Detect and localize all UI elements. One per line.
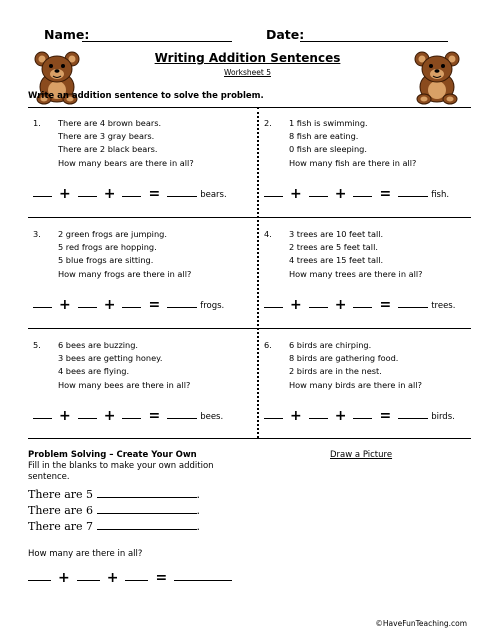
answer-blank[interactable] xyxy=(125,571,148,581)
create-line xyxy=(28,503,200,517)
answer-blank[interactable] xyxy=(78,298,97,308)
equation xyxy=(264,187,449,202)
problem-line: There are 4 brown bears. xyxy=(58,118,162,128)
unit-label: bees. xyxy=(200,412,224,422)
period: . xyxy=(196,504,201,517)
plus-sign: + xyxy=(103,186,116,202)
answer-blank[interactable] xyxy=(97,519,197,530)
answer-blank[interactable] xyxy=(309,409,328,419)
problem-3 xyxy=(28,218,242,328)
problem-number: 1. xyxy=(33,118,41,128)
plus-sign: + xyxy=(59,186,71,202)
problem-line: 3 trees are 10 feet tall. xyxy=(289,229,384,239)
answer-blank[interactable] xyxy=(167,187,197,197)
create-line-text: There are 7 xyxy=(28,520,94,533)
answer-blank[interactable] xyxy=(122,409,141,419)
answer-blank[interactable] xyxy=(264,409,283,419)
problem-line: There are 3 gray bears. xyxy=(58,131,155,142)
problem-line: 2 trees are 5 feet tall. xyxy=(289,242,378,253)
answer-blank[interactable] xyxy=(264,298,283,308)
problem-line: 5 blue frogs are sitting. xyxy=(58,255,154,266)
problem-line: 8 birds are gathering food. xyxy=(289,353,399,364)
answer-blank[interactable] xyxy=(122,298,141,308)
problem-line: 5 red frogs are hopping. xyxy=(58,242,157,253)
problem-line: How many frogs are there in all? xyxy=(58,268,192,279)
create-line xyxy=(28,487,200,501)
equation xyxy=(28,570,232,586)
equals-sign: = xyxy=(148,408,161,424)
plus-sign: + xyxy=(290,186,302,202)
worksheet-title: Writing Addition Sentences xyxy=(154,51,341,65)
problem-line: How many bees are there in all? xyxy=(58,379,191,390)
answer-blank[interactable] xyxy=(28,571,51,581)
problem-line: How many bears are there in all? xyxy=(58,157,194,168)
problem-number: 4. xyxy=(264,229,272,239)
date-field[interactable] xyxy=(300,41,448,42)
equation xyxy=(33,409,223,424)
problem-line: 1 fish is swimming. xyxy=(289,118,368,128)
plus-sign: + xyxy=(58,570,70,586)
problem-number: 3. xyxy=(33,229,41,239)
answer-blank[interactable] xyxy=(77,571,100,581)
unit-label: birds. xyxy=(431,412,455,422)
equals-sign: = xyxy=(155,570,168,586)
answer-blank[interactable] xyxy=(122,187,141,197)
problem-line: 3 bees are getting honey. xyxy=(58,353,163,364)
problem-line: 6 birds are chirping. xyxy=(289,340,372,350)
name-field[interactable] xyxy=(82,41,232,42)
answer-blank[interactable] xyxy=(78,409,97,419)
equals-sign: = xyxy=(379,297,392,313)
problem-line: 6 bees are buzzing. xyxy=(58,340,139,350)
problem-solving-question: How many are there in all? xyxy=(28,549,143,559)
answer-blank[interactable] xyxy=(353,298,372,308)
plus-sign: + xyxy=(290,408,302,424)
plus-sign: + xyxy=(334,408,347,424)
equals-sign: = xyxy=(148,186,161,202)
equals-sign: = xyxy=(379,186,392,202)
name-label: Name: xyxy=(44,27,90,42)
answer-blank[interactable] xyxy=(33,298,52,308)
copyright: ©HaveFunTeaching.com xyxy=(375,619,467,628)
problem-line: 8 fish are eating. xyxy=(289,131,359,142)
answer-blank[interactable] xyxy=(174,571,232,581)
plus-sign: + xyxy=(59,408,71,424)
unit-label: trees. xyxy=(431,301,456,311)
answer-blank[interactable] xyxy=(167,298,197,308)
plus-sign: + xyxy=(290,297,302,313)
problem-number: 6. xyxy=(264,340,272,350)
plus-sign: + xyxy=(59,297,71,313)
answer-blank[interactable] xyxy=(309,187,328,197)
problem-line: How many birds are there in all? xyxy=(289,379,422,390)
create-line-text: There are 6 xyxy=(28,504,94,517)
unit-label: bears. xyxy=(200,190,227,200)
problem-solving-instructions: Fill in the blanks to make your own addition sentence. xyxy=(28,461,214,482)
answer-blank[interactable] xyxy=(353,187,372,197)
answer-blank[interactable] xyxy=(33,187,52,197)
draw-picture-label: Draw a Picture xyxy=(330,450,393,460)
answer-blank[interactable] xyxy=(353,409,372,419)
plus-sign: + xyxy=(334,186,347,202)
unit-label: fish. xyxy=(431,190,450,200)
problem-1 xyxy=(28,107,242,217)
answer-blank[interactable] xyxy=(33,409,52,419)
problem-line: How many fish are there in all? xyxy=(289,157,417,168)
problem-line: 4 bees are flying. xyxy=(58,366,130,377)
problem-number: 2. xyxy=(264,118,272,128)
answer-blank[interactable] xyxy=(78,187,97,197)
problem-2 xyxy=(259,107,473,217)
problem-6 xyxy=(259,329,473,439)
plus-sign: + xyxy=(334,297,347,313)
equation xyxy=(264,298,455,313)
equation xyxy=(33,187,227,202)
plus-sign: + xyxy=(106,570,119,586)
problem-line: 2 green frogs are jumping. xyxy=(58,229,167,239)
answer-blank[interactable] xyxy=(97,503,197,514)
period: . xyxy=(196,520,201,533)
answer-blank[interactable] xyxy=(398,298,428,308)
problem-number: 5. xyxy=(33,340,41,350)
answer-blank[interactable] xyxy=(398,187,428,197)
answer-blank[interactable] xyxy=(309,298,328,308)
problem-4 xyxy=(259,218,473,328)
create-line-text: There are 5 xyxy=(28,488,94,501)
equation xyxy=(264,409,455,424)
problem-line: How many trees are there in all? xyxy=(289,268,423,279)
equals-sign: = xyxy=(379,408,392,424)
answer-blank[interactable] xyxy=(167,409,197,419)
answer-blank[interactable] xyxy=(398,409,428,419)
worksheet-subtitle: Worksheet 5 xyxy=(224,68,271,77)
answer-blank[interactable] xyxy=(97,487,197,498)
equals-sign: = xyxy=(148,297,161,313)
problem-5 xyxy=(28,329,242,439)
instruction: Write an addition sentence to solve the problem. xyxy=(28,91,264,101)
problem-grid xyxy=(28,107,471,440)
equation xyxy=(33,298,224,313)
period: . xyxy=(196,488,201,501)
answer-blank[interactable] xyxy=(264,187,283,197)
problem-solving-title: Problem Solving – Create Your Own xyxy=(28,450,197,460)
problem-line: There are 2 black bears. xyxy=(58,144,158,155)
plus-sign: + xyxy=(103,297,116,313)
problem-line: 2 birds are in the nest. xyxy=(289,366,382,377)
plus-sign: + xyxy=(103,408,116,424)
problem-line: 0 fish are sleeping. xyxy=(289,144,367,155)
unit-label: frogs. xyxy=(200,301,225,311)
create-line xyxy=(28,519,200,533)
date-label: Date: xyxy=(266,27,305,42)
problem-line: 4 trees are 15 feet tall. xyxy=(289,255,384,266)
